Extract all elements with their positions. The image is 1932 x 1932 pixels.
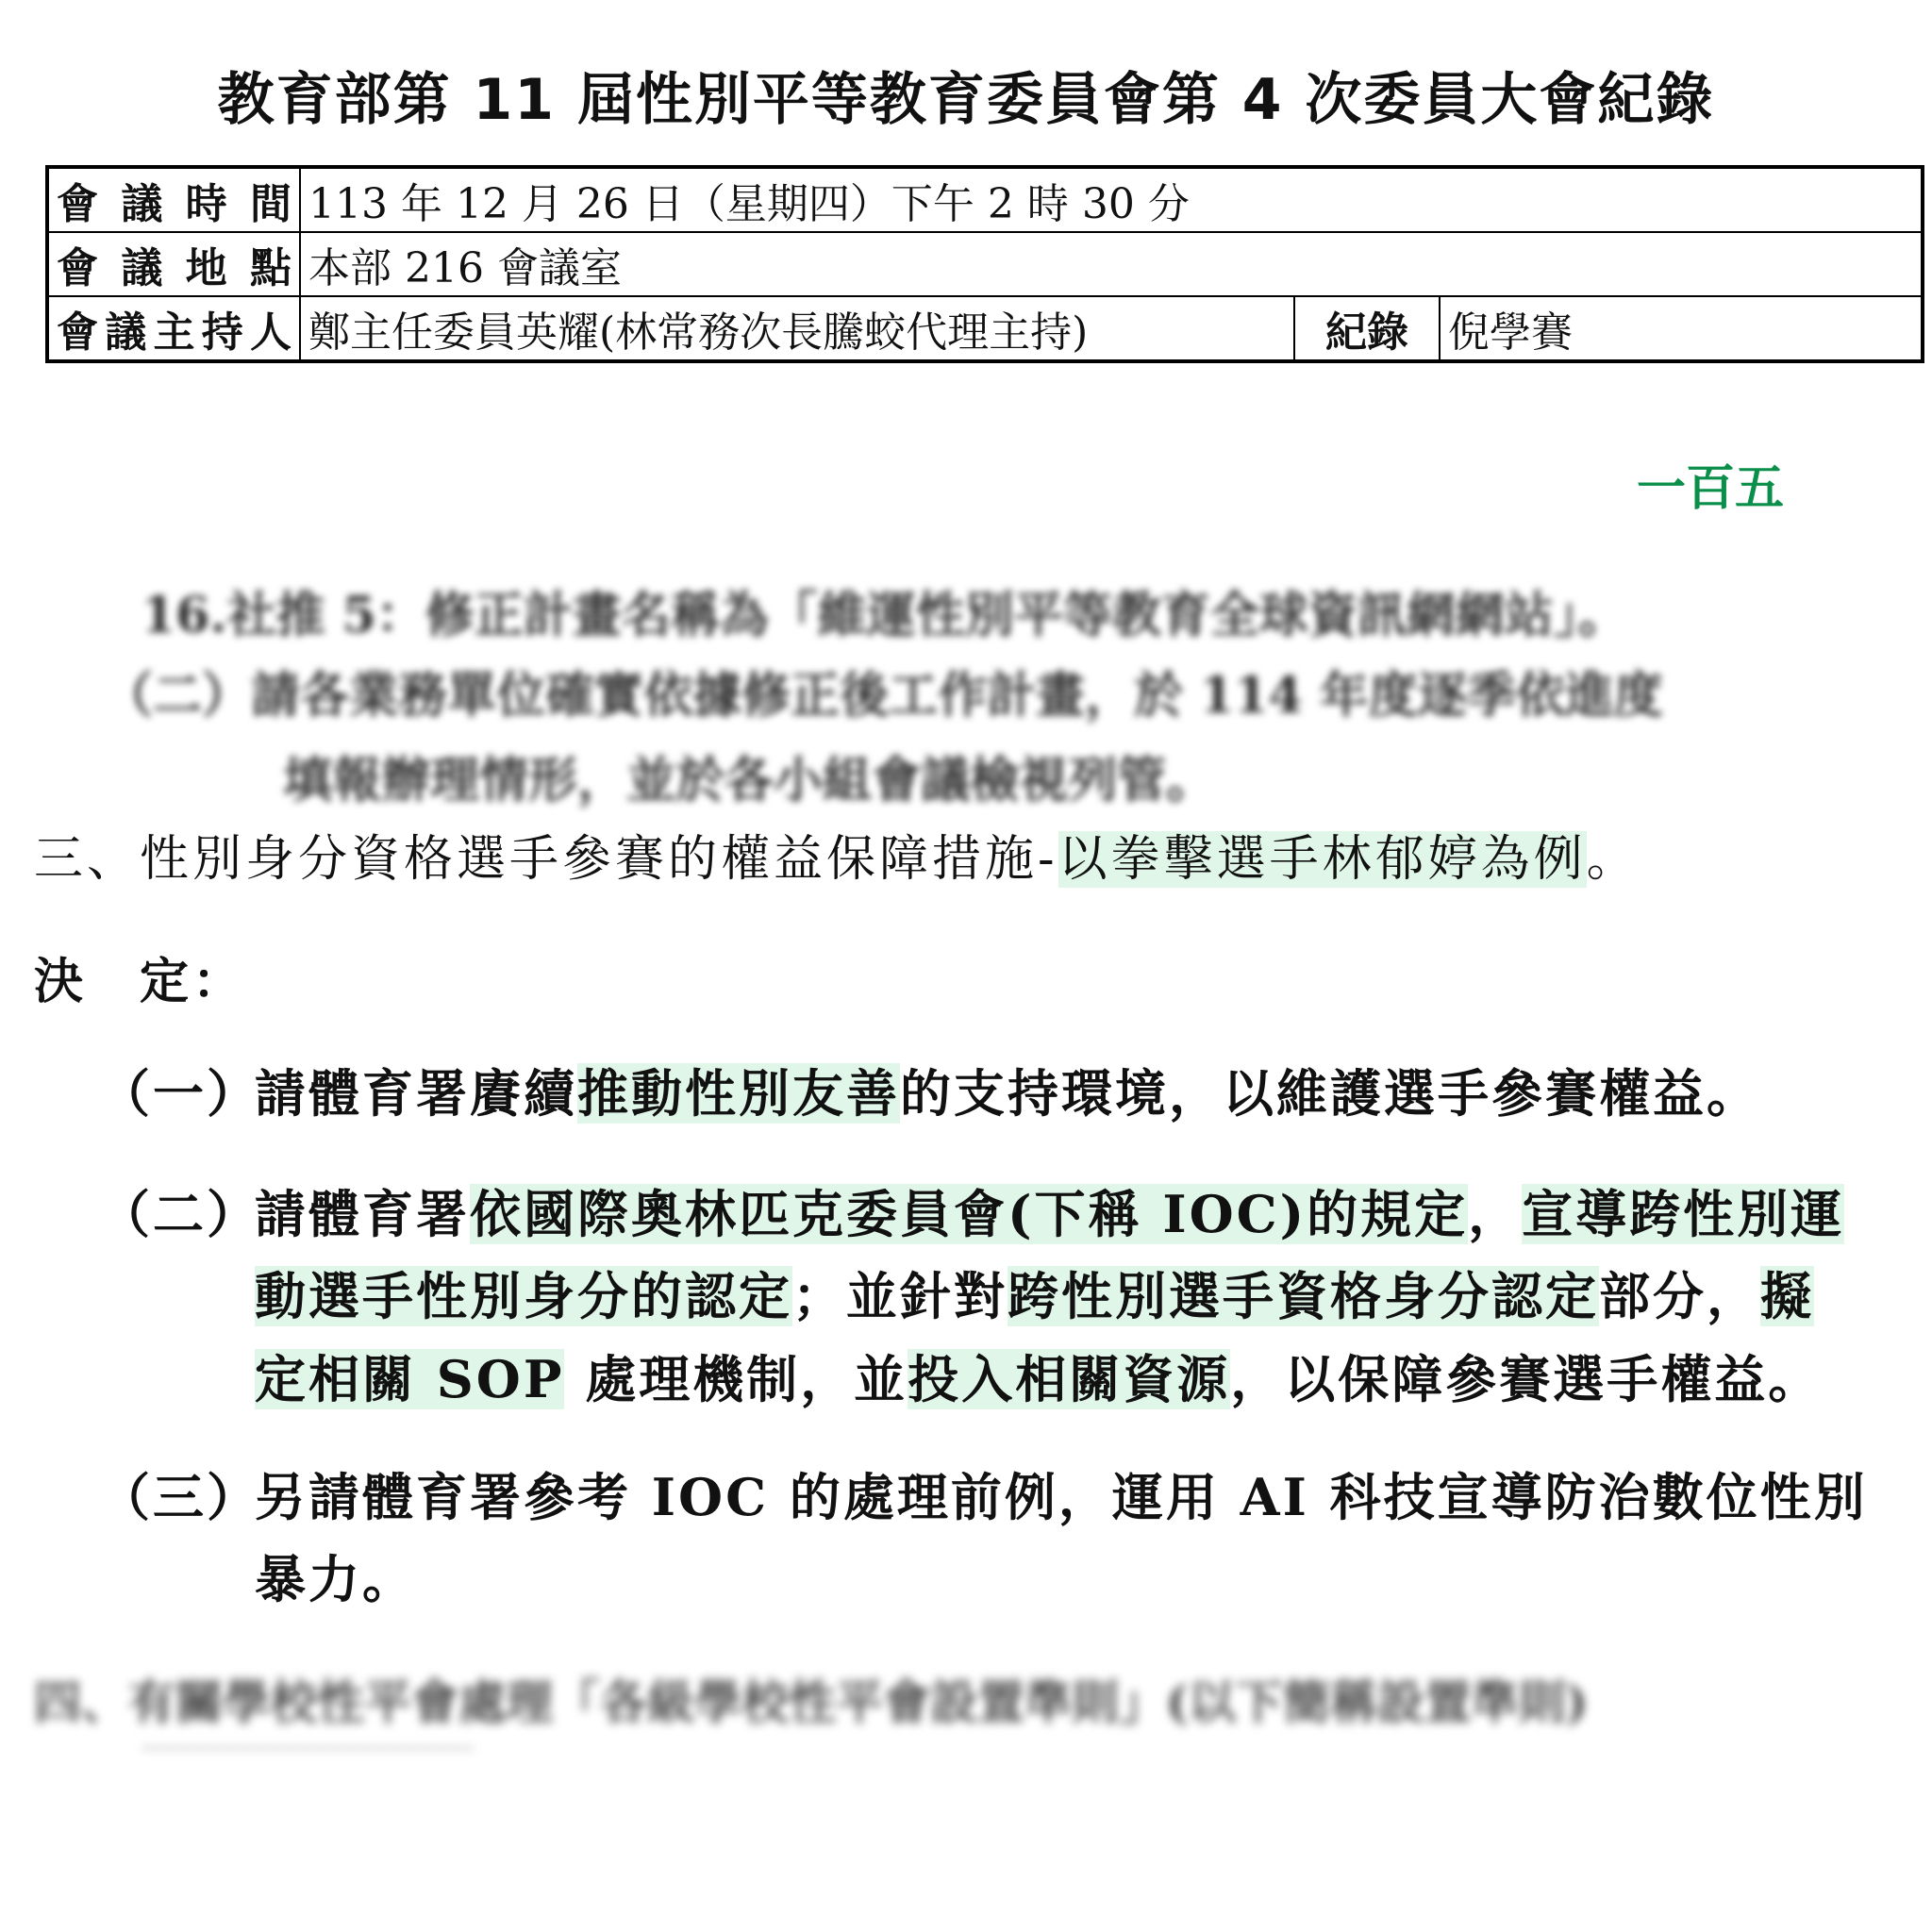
decision-2-number: （二）: [99, 1184, 260, 1244]
decision-2-l2-highlight-2: 跨性別選手資格身分認定: [1008, 1266, 1599, 1326]
decision-2-line-1: [255, 1174, 1844, 1247]
agenda-item-3-end: 。: [1586, 831, 1640, 888]
decision-2-l2-highlight-1: 動選手性別身分的認定: [255, 1266, 792, 1326]
blurred-line-3: 填報辦理情形，並於各小組會議檢視列管。: [283, 752, 1216, 809]
decision-1-text: [255, 1054, 1760, 1126]
blurred-line-1: 16.社推 5：修正計畫名稱為「維運性別平等教育全球資訊網網站」。: [142, 587, 1627, 644]
decision-2-line-3: [255, 1340, 1822, 1412]
decision-2-l2-a: ；並針對: [792, 1266, 1008, 1326]
meeting-host-row: [47, 296, 1923, 361]
decision-2-l3-b: ，以保障參賽選手權益。: [1230, 1349, 1823, 1409]
meeting-host-label: 會議主持人: [47, 296, 300, 361]
document-title: 教育部第 11 屆性別平等教育委員會第 4 次委員大會紀錄: [217, 67, 1715, 133]
meeting-time-label: 會議時間: [47, 167, 300, 232]
decision-3-line-1: 另請體育署參考 IOC 的處理前例，運用 AI 科技宣導防治數位性別: [255, 1467, 1868, 1527]
highlight-boxer-example: 以拳擊選手林郁婷為例: [1058, 831, 1587, 888]
blurred-item-4-continuation: …………………………………………………………: [142, 1736, 474, 1749]
decision-3-line-2: 暴力。: [255, 1549, 416, 1609]
meeting-time-row: [47, 167, 1923, 232]
decision-1-highlight: 推動性別友善: [577, 1063, 900, 1124]
decision-1-number: （一）: [99, 1063, 260, 1124]
decision-2-l1-a: 請體育署: [255, 1184, 470, 1244]
decision-3-number: （三）: [99, 1467, 260, 1527]
blurred-line-2: （二）請各業務單位確實依據修正後工作計畫，於 114 年度逐季依進度: [104, 667, 1663, 724]
decision-2-l1-b: ，: [1468, 1184, 1523, 1244]
decision-1-part-a: 請體育署賡續: [255, 1063, 577, 1124]
agenda-item-3: [34, 819, 1640, 890]
decision-2-l3-highlight-2: 投入相關資源: [908, 1349, 1231, 1409]
agenda-item-3-text: 三、性別身分資格選手參賽的權益保障措施-: [34, 831, 1058, 888]
meeting-place-label: 會議地點: [47, 232, 300, 296]
decision-2-l1-highlight-2: 宣導跨性別運: [1522, 1184, 1845, 1244]
decision-2-l3-highlight-1: 定相關 SOP: [255, 1349, 565, 1409]
page-stamp: 一百五: [1637, 460, 1785, 517]
blurred-item-4: 四、有關學校性平會處理「各級學校性平會設置準則」(以下簡稱設置準則): [34, 1674, 1589, 1730]
decision-heading: 決 定：: [34, 953, 246, 1010]
meeting-host-value: 鄭主任委員英耀(林常務次長騰蛟代理主持): [300, 296, 1294, 361]
decision-2-l2-highlight-3: 擬: [1760, 1266, 1814, 1326]
meeting-place-value: 本部 216 會議室: [300, 232, 1923, 296]
decision-2-line-2: [255, 1257, 1814, 1329]
decision-1-part-b: 的支持環境，以維護選手參賽權益。: [900, 1063, 1760, 1124]
meeting-time-value: 113 年 12 月 26 日（星期四）下午 2 時 30 分: [300, 167, 1923, 232]
decision-2-l3-a: 處理機制，並: [564, 1349, 908, 1409]
meeting-place-row: [47, 232, 1923, 296]
decision-2-l2-b: 部分，: [1599, 1266, 1760, 1326]
decision-2-l1-highlight-1: 依國際奧林匹克委員會(下稱 IOC)的規定: [470, 1184, 1469, 1244]
recorder-value: 倪學賽: [1440, 296, 1923, 361]
meeting-info-table: [45, 165, 1924, 363]
recorder-label: 紀錄: [1294, 296, 1440, 361]
